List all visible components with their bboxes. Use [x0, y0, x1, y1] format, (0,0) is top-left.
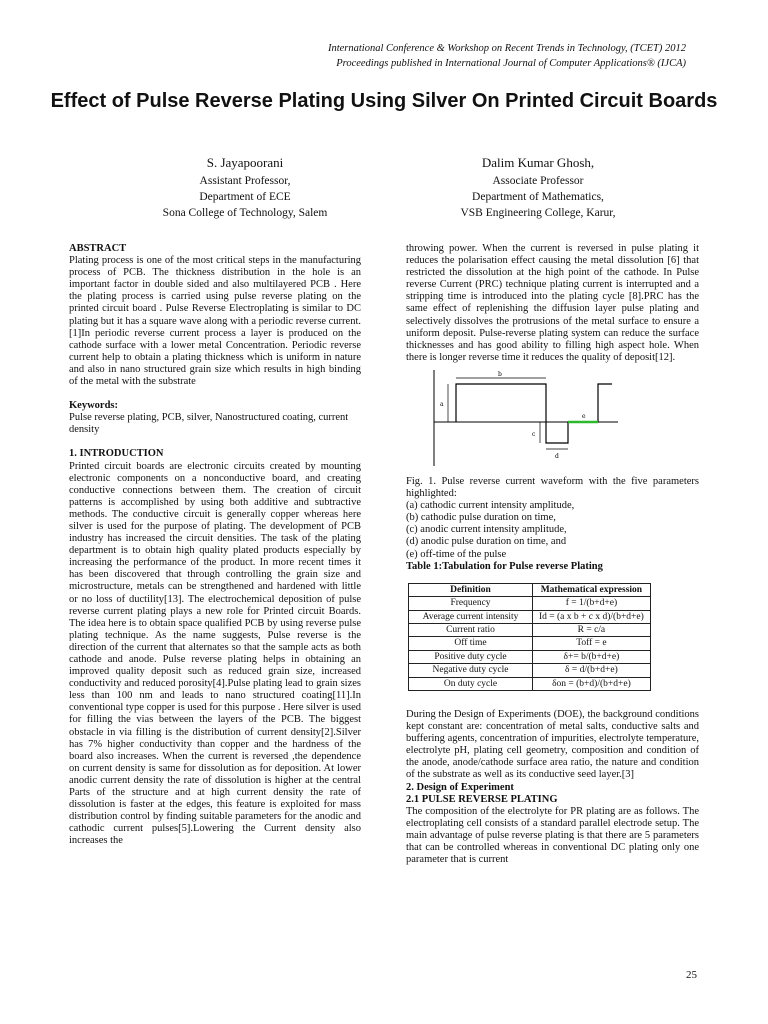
label-c: c	[532, 430, 536, 438]
header-line-1: International Conference & Workshop on Recent Trends in Technology, (TCET) 2012	[327, 43, 686, 54]
pulse-waveform-figure	[422, 370, 622, 468]
table-cell: On duty cycle	[409, 677, 533, 690]
author-name: S. Jayapoorani	[206, 155, 284, 170]
caption-line: (e) off-time of the pulse	[406, 548, 507, 560]
table-cell: δ+= b/(b+d+e)	[533, 650, 651, 663]
conference-header	[328, 41, 686, 71]
table-cell: Current ratio	[409, 623, 533, 636]
table-cell: Toff = e	[533, 637, 651, 650]
table-cell: δ = d/(b+d+e)	[533, 664, 651, 677]
abstract-heading: ABSTRACT	[69, 243, 127, 254]
parameter-table	[408, 583, 651, 691]
author-institution: Sona College of Technology, Salem	[162, 207, 328, 219]
label-d: d	[555, 452, 559, 460]
caption-line: (a) cathodic current intensity amplitude,	[406, 500, 575, 512]
author-block-1	[120, 155, 370, 221]
introduction-text: Printed circuit boards are electronic circuits created by mounting electronic components on a nonconductive board, and creating conductive connections between them. The creation of circuit patterns is accomplished by using both additive and subtractive methods. The conductive circuit is generally copper whereas here silver is used for the purpose of plating. The development of PCB industry has increased the circuit densities. The task of the plating department is to obtain high quality plated products especially by increasing the performance of the product. In more recent times it has been discovered that through controlling the grain size and microstructure, metals can be strengthened and hardened with little or no loss of ductility[13]. The electrochemical deposition of pulse reverse current plating plays a new role for Printed circuit Boards. The idea here is to obtain space qualified PCB by using reverse pulse plating technique. As the name suggests, Pulse reverse is the direction of the current that alternates so that the sample acts as both cathode and anode. Pulse reverse plating helps in obtaining an improved quality deposit such as reduced grain size, increased conductivity and reduced porosity[4].Pulse plating lead to grain sizes less than 100 nm and leads to nano structured coating[11].In conventional type copper is used for this purpose . Here silver is used for filling the vias between the layers of the PCB. The biggest obstacle in via filling is the distribution of current density[2].Silver has 7% higher conductivity than copper and the hardness of the board also increases. When the current is reversed ,the dependence on current density is same for dissolution as for deposition. At lower anodic current density the rate of dissolution is higher at the central Parts of the structure and at high current density the rate of dissolution is faster at the edges, this feature is exploited for mass distribution control by finding suitable parameters for the anodic and cathodic current pulses[5].Lowering the Current density also increases the	[69, 460, 361, 847]
table-row	[409, 650, 651, 663]
paper-title: Effect of Pulse Reverse Plating Using Silver On Printed Circuit Boards	[50, 90, 718, 112]
table-cell: R = c/a	[533, 623, 651, 636]
label-e: e	[582, 412, 586, 420]
author-block-2	[418, 155, 658, 221]
author-dept: Department of ECE	[199, 191, 291, 203]
table-cell: Id = (a x b + c x d)/(b+d+e)	[533, 610, 651, 623]
table-cell: Positive duty cycle	[409, 650, 533, 663]
author-dept: Department of Mathematics,	[472, 191, 604, 203]
table-header-cell: Mathematical expression	[533, 583, 651, 596]
table-caption: Table 1:Tabulation for Pulse reverse Plating	[406, 560, 603, 572]
table-row	[409, 597, 651, 610]
table-row	[409, 637, 651, 650]
header-line-2: Proceedings published in International Journal of Computer Applications® (IJCA)	[336, 58, 686, 69]
caption-line: (c) anodic current intensity amplitude,	[406, 524, 567, 536]
label-b: b	[498, 370, 502, 378]
right-column	[406, 243, 699, 866]
abstract-text: Plating process is one of the most critical steps in the manufacturing process of PCB. The thickness distribution in the hole is an important factor in double sided and also multilayered PCB . Here the plating process is carried using pulse reverse plating on the printed circuit board . Pulse Reverse Electroplating is similar to DC plating but it has a square wave along with a periodic reverse current.[1]In periodic reverse current process a layer is produced on the cathode surface with a lower metal Concentration. Periodic reverse current help to obtain a plating thickness which is uniform in nature and also in nano structured grain size which results in high binding of the metal with the substrate	[69, 255, 361, 388]
label-a: a	[440, 400, 444, 408]
caption-line: (d) anodic pulse duration on time, and	[406, 536, 567, 548]
author-institution: VSB Engineering College, Karur,	[460, 207, 616, 219]
table-row	[409, 677, 651, 690]
table-cell: Off time	[409, 637, 533, 650]
caption-line: (b) cathodic pulse duration on time,	[406, 512, 556, 524]
table-row	[409, 610, 651, 623]
keywords-text: Pulse reverse plating, PCB, silver, Nanostructured coating, current density	[69, 412, 349, 436]
figure-caption	[406, 476, 699, 561]
doe-text: During the Design of Experiments (DOE), the background conditions kept constant are: concentration of metal salts, conductive salts and buffering agents, concentration of impurities, electrolyte temperature, electrolyte pH, plating cell geometry, composition and condition of the anode, anode/cathode surface area ratio, the nature and condition of the substrate as well as its conductive seed layer.[3]	[406, 708, 699, 781]
keywords-heading: Keywords:	[69, 400, 118, 412]
table-cell: Frequency	[409, 597, 533, 610]
table-cell: Average current intensity	[409, 610, 533, 623]
author-role: Associate Professor	[492, 175, 584, 187]
author-role: Assistant Professor,	[199, 175, 291, 187]
caption-line: Fig. 1. Pulse reverse current waveform with the five parameters highlighted:	[406, 475, 699, 500]
introduction-heading: 1. INTRODUCTION	[69, 448, 164, 460]
continued-text: throwing power. When the current is reversed in pulse plating it reduces the polarisation effect causing the metal dissolution [6] that restricted the dissolution at the high point of the cathode. In Pulse reverse Current (PRC) technique plating current is interrupted and a stripping time is introduced into the plating cycle [8].PRC has the same effect of replenishing the diffusion layer pulse plating and selectively dissolves the protrusions of the metal surface to ensure a uniform deposit. Pulse-reverse plating system can reduce the surface thicknesses and has good ability to filling high aspect hole. When there is longer reverse time it reduces the quality of deposit[12].	[406, 243, 699, 363]
table-cell: f = 1/(b+d+e)	[533, 597, 651, 610]
section-2-1-text: The composition of the electrolyte for PR plating are as follows. The electroplating cell consists of a standard parallel electrode setup. The main advantage of pulse reverse plating is that there are 5 parameters that can be controlled whereas in conventional DC plating only one parameter that is current	[406, 805, 699, 866]
page-number: 25	[686, 969, 697, 981]
table-header-row	[409, 583, 651, 596]
table-cell: δon = (b+d)/(b+d+e)	[533, 677, 651, 690]
section-2-1-heading: 2.1 PULSE REVERSE PLATING	[406, 793, 558, 805]
table-row	[409, 664, 651, 677]
left-column	[69, 243, 361, 848]
section-2-heading: 2. Design of Experiment	[406, 781, 514, 793]
table-row	[409, 623, 651, 636]
author-name: Dalim Kumar Ghosh,	[481, 155, 595, 170]
table-header-cell: Definition	[409, 583, 533, 596]
table-cell: Negative duty cycle	[409, 664, 533, 677]
